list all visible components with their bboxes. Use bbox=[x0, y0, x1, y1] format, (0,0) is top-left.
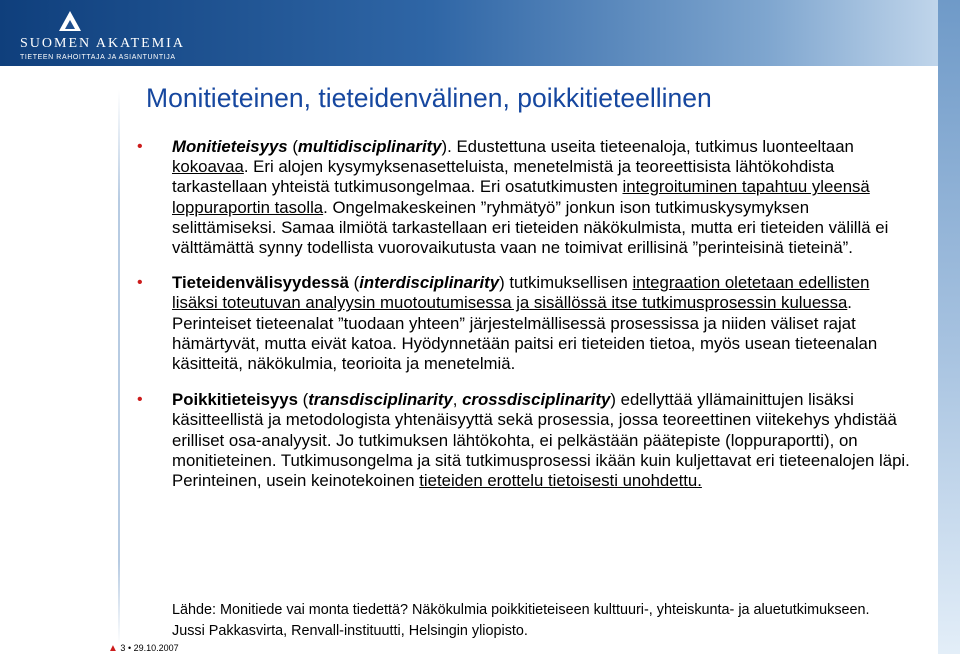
text: , bbox=[452, 390, 463, 410]
underlined-text: integraation oletetaan edellisten lisäksi toteutuvan analyysin muotoutumisessa ja sisällössä itse tutkimusprosessin kuluessa bbox=[172, 273, 870, 313]
text: ( bbox=[297, 390, 309, 410]
text: ). Edustettuna useita tieteenaloja, tutkimus luonteeltaan bbox=[441, 137, 854, 156]
term-transdisciplinarity: transdisciplinarity bbox=[308, 390, 453, 410]
text: ( bbox=[287, 137, 298, 156]
page-number: 3 bbox=[120, 643, 126, 653]
org-name: SUOMEN AKATEMIA bbox=[20, 36, 185, 51]
slide-date: 29.10.2007 bbox=[133, 643, 179, 653]
bullet-list bbox=[172, 137, 912, 506]
slide-title: Monitieteinen, tieteidenvälinen, poikkitieteellinen bbox=[146, 83, 712, 113]
text: . Eri alojen kysymyksenasetteluista, menetelmistä ja teoreettisista lähtökohdista tarkastellaan yhteistä tutkimusongelmaa. Eri osatutkimusten bbox=[172, 157, 835, 197]
term-interdisciplinarity: interdisciplinarity bbox=[359, 273, 500, 293]
footer-separator: • bbox=[127, 643, 132, 653]
underlined-text: tieteiden erottelu tietoisesti unohdettu. bbox=[419, 471, 702, 491]
bullet-transdisciplinarity bbox=[172, 390, 912, 491]
term-monitieteisyys: Monitieteisyys bbox=[172, 137, 288, 156]
underlined-text: integroituminen tapahtuu yleensä loppuraportin tasolla bbox=[172, 177, 870, 217]
text: ) tutkimuksellisen bbox=[499, 273, 633, 293]
text: ) edellyttää yllämainittujen lisäksi käsitteellistä ja metodologista yhtenäisyyttä sekä prosessia, jossa teoreettinen viitekehys yhdistää erilliset osa-analyysit. Jo tutkimuksen lähtökohta, ei pelkästään päätepiste (loppuraportti), on monitieteinen. Tutkimusongelma ja sitä tutkimusprosessi ikään kuin kuljettavat eri tieteenalojen läpi. Perinteinen, usein keinotekoinen bbox=[172, 390, 910, 491]
bullet-multidisciplinarity bbox=[172, 137, 912, 258]
source-citation: Lähde: Monitiede vai monta tiedettä? Näkökulmia poikkitieteiseen kulttuuri-, yhteiskunta- ja aluetutkimukseen. Jussi Pakkasvirta, Renvall-instituutti, Helsingin yliopisto. bbox=[172, 602, 870, 639]
slide-footer bbox=[108, 643, 179, 654]
term-multidisciplinarity: multidisciplinarity bbox=[297, 137, 442, 156]
underlined-text: kokoavaa bbox=[172, 157, 244, 177]
right-decorative-bar bbox=[938, 0, 960, 654]
header-bar bbox=[0, 0, 960, 66]
triangle-icon: ▲ bbox=[108, 643, 118, 654]
term-crossdisciplinarity: crossdisciplinarity bbox=[462, 390, 611, 410]
term-poikkitieteisyys: Poikkitieteisyys bbox=[172, 390, 298, 410]
org-tagline: TIETEEN RAHOITTAJA JA ASIANTUNTIJA bbox=[20, 54, 176, 61]
term-tieteidenvalisyydessa: Tieteidenvälisyydessä bbox=[172, 273, 349, 293]
triangle-logo-icon bbox=[58, 10, 82, 32]
text: ( bbox=[348, 273, 360, 293]
text: . Perinteiset tieteenalat ”tuodaan yhteen” järjestelmällisessä prosessissa ja niiden väliset rajat hämärtyvät, mutta eivät katoa. Hyödynnetään paitsi eri tieteiden tietoa, myös usean tieteenalan käsitteitä, näkökulmia, teorioita ja menetelmiä. bbox=[172, 293, 878, 374]
left-divider-line bbox=[118, 90, 120, 645]
bullet-interdisciplinarity bbox=[172, 273, 912, 374]
text: . Ongelmakeskeinen ”ryhmätyö” jonkun ison tutkimuskysymyksen selittämiseksi. Samaa ilmiötä tarkastellaan eri tieteiden näkökulmista, mutta eri tieteiden välillä ei välttämättä synny todellista vuorovaikutusta vaan ne toimivat erillisinä ”perinteisinä tieteinä”. bbox=[172, 197, 889, 258]
